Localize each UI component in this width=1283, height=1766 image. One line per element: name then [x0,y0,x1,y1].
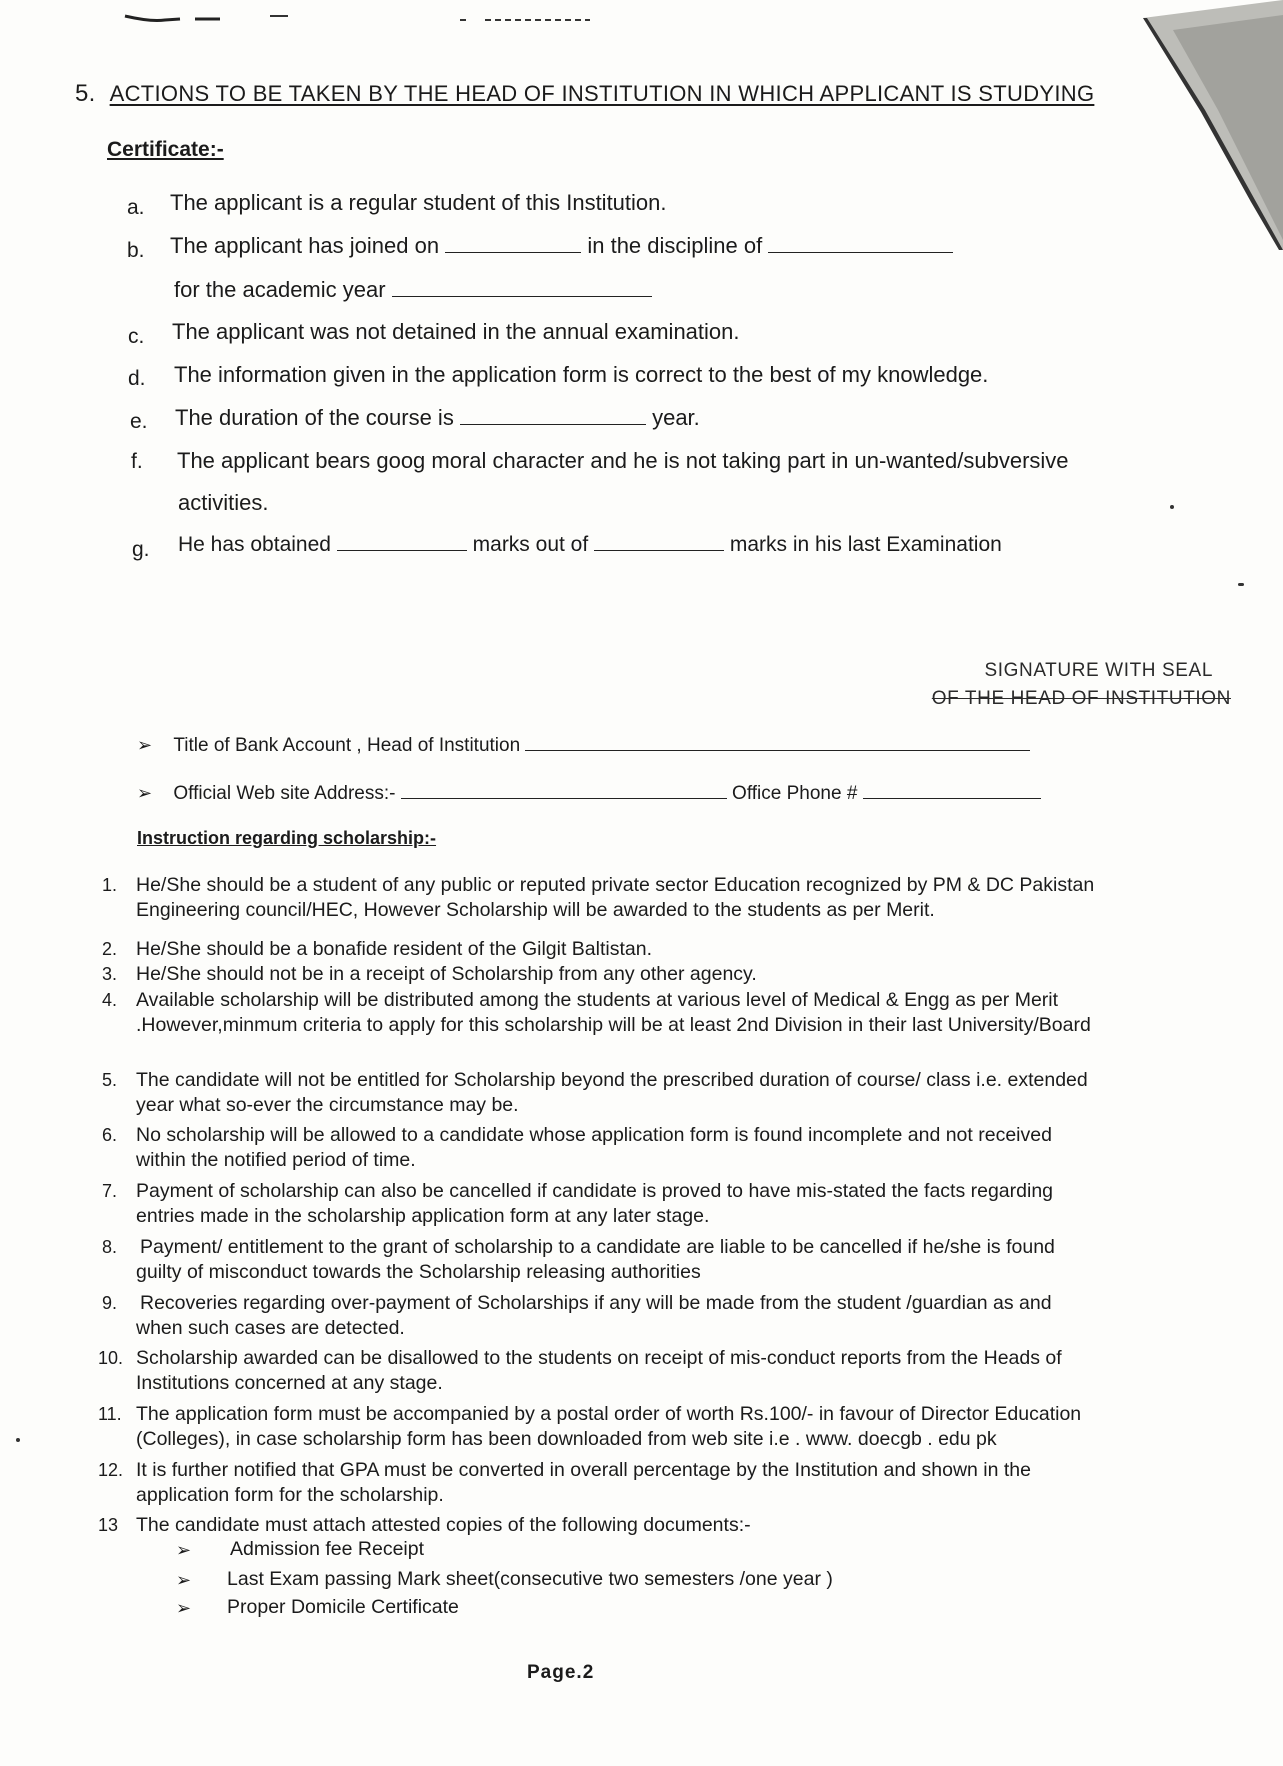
rule-text: The candidate will not be entitled for Scholarship beyond the prescribed duration of course/ class i.e. extended [136,1069,1088,1091]
rule-text: (Colleges), in case scholarship form has been downloaded from web site i.e . www. doecgb . edu pk [136,1428,997,1450]
certificate-heading: Certificate:- [107,138,224,161]
item-letter-g: g. [132,538,150,561]
rule-number: 6. [102,1125,118,1145]
rule-number: 12. [98,1460,124,1480]
arrow-bullet-icon: ➢ [176,1598,192,1618]
arrow-bullet-icon: ➢ [137,783,153,803]
cert-item-b-text1: The applicant has joined on [170,233,440,258]
cert-item-e-text2: year. [652,405,700,430]
rule-number: 3. [102,964,118,984]
rule-text: application form for the scholarship. [136,1484,444,1506]
rule-text: He/She should be a student of any public or reputed private sector Education recognized by PM & DC Pakistan [136,874,1095,896]
rule-number: 11. [98,1404,122,1424]
rule-text: Engineering council/HEC, However Scholarship will be awarded to the students as per Merit. [136,899,935,921]
phone-field[interactable] [863,780,1041,799]
rule-text: Payment/ entitlement to the grant of scholarship to a candidate are liable to be cancelled if he/she is found [140,1236,1055,1258]
rule-number: 5. [102,1070,118,1090]
cert-item-g-text1: He has obtained [178,533,331,556]
academic-year-field[interactable] [392,278,652,297]
bank-title-label: Title of Bank Account , Head of Institution [173,735,521,756]
cert-item-e [175,405,700,431]
signature-label-line1: SIGNATURE WITH SEAL [984,660,1213,681]
rule-text: Recoveries regarding over-payment of Scholarships if any will be made from the student /guardian as and [140,1292,1052,1314]
cert-item-b-text2: in the discipline of [587,233,763,258]
page-number: Page.2 [527,1662,595,1683]
rule-number: 13 [98,1515,119,1535]
rule-text: within the notified period of time. [136,1149,416,1171]
joined-on-field[interactable] [445,234,581,253]
cert-item-g-text2: marks out of [472,533,589,556]
rule-number: 10. [98,1348,124,1368]
cert-item-b-line2 [174,277,652,303]
rule-number: 9. [102,1293,118,1313]
rule-number: 4. [102,990,118,1010]
instructions-heading: Instruction regarding scholarship:- [137,828,437,848]
section-title-text: ACTIONS TO BE TAKEN BY THE HEAD OF INSTITUTION IN WHICH APPLICANT IS STUDYING [109,81,1095,106]
discipline-field[interactable] [768,234,953,253]
cert-item-g [178,532,1002,557]
rule-number: 8. [102,1237,118,1257]
rule-text: Payment of scholarship can also be cancelled if candidate is proved to have mis-stated the facts regarding [136,1180,1054,1202]
cert-item-f-line2: activities. [178,490,269,515]
total-marks-field[interactable] [594,532,724,551]
section-title [75,80,1094,108]
cert-item-a: The applicant is a regular student of this Institution. [170,190,667,215]
scan-top-marks [120,2,600,24]
item-letter-c: c. [128,325,145,348]
document-item: Last Exam passing Mark sheet(consecutive two semesters /one year ) [227,1568,833,1590]
rule-text: .However,minmum criteria to apply for this scholarship will be at least 2nd Division in their last University/Board [136,1014,1091,1036]
rule-text: The application form must be accompanied by a postal order of worth Rs.100/- in favour of Director Education [136,1403,1082,1425]
rule-number: 1. [102,875,118,895]
cert-item-d: The information given in the application form is correct to the best of my knowledge. [174,362,989,387]
course-duration-field[interactable] [460,406,646,425]
rule-text: when such cases are detected. [136,1317,405,1339]
cert-item-c: The applicant was not detained in the annual examination. [172,319,740,344]
document-item: Admission fee Receipt [230,1538,425,1560]
document-item: Proper Domicile Certificate [227,1596,459,1618]
scan-corner-shadow [1133,0,1283,250]
rule-text: The candidate must attach attested copies of the following documents:- [136,1514,751,1536]
rule-text: He/She should not be in a receipt of Scholarship from any other agency. [136,963,757,985]
scan-speck [1238,583,1244,586]
cert-item-f: The applicant bears goog moral character and he is not taking part in un-wanted/subversive [177,448,1069,473]
rule-text: entries made in the scholarship application form at any later stage. [136,1205,710,1227]
rule-text: guilty of misconduct towards the Scholarship releasing authorities [136,1261,701,1283]
scan-speck [16,1438,20,1442]
bank-title-row [137,732,1030,757]
item-letter-e: e. [130,410,148,433]
rule-text: Available scholarship will be distributed among the students at various level of Medical & Engg as per Merit [136,989,1059,1011]
rule-text: Scholarship awarded can be disallowed to the students on receipt of mis-conduct reports from the Heads of [136,1347,1062,1369]
item-letter-a: a. [127,196,145,219]
rule-text: Institutions concerned at any stage. [136,1372,443,1394]
marks-obtained-field[interactable] [337,532,467,551]
item-letter-b: b. [127,239,145,262]
phone-label: Office Phone # [732,783,858,804]
arrow-bullet-icon: ➢ [137,735,153,755]
cert-item-b-line2-text: for the academic year [174,277,386,302]
website-label: Official Web site Address:- [173,783,396,804]
arrow-bullet-icon: ➢ [176,1570,192,1590]
website-row [137,780,1041,805]
rule-text: No scholarship will be allowed to a candidate whose application form is found incomplete and not received [136,1124,1052,1146]
bank-title-field[interactable] [525,732,1030,751]
signature-label-line2: OF THE HEAD OF INSTITUTION [931,688,1231,709]
website-field[interactable] [401,780,727,799]
rule-number: 2. [102,939,118,959]
item-letter-f: f. [131,450,143,473]
rule-text: He/She should be a bonafide resident of the Gilgit Baltistan. [136,938,652,960]
cert-item-g-text3: marks in his last Examination [729,533,1002,556]
item-letter-d: d. [128,367,146,390]
rule-text: It is further notified that GPA must be converted in overall percentage by the Institution and shown in the [136,1459,1031,1481]
cert-item-e-text1: The duration of the course is [175,405,454,430]
scan-speck [1170,505,1174,509]
section-number: 5. [75,80,96,107]
rule-text: year what so-ever the circumstance may be. [136,1094,519,1116]
cert-item-b [170,233,953,259]
arrow-bullet-icon: ➢ [176,1540,192,1560]
rule-number: 7. [102,1181,118,1201]
